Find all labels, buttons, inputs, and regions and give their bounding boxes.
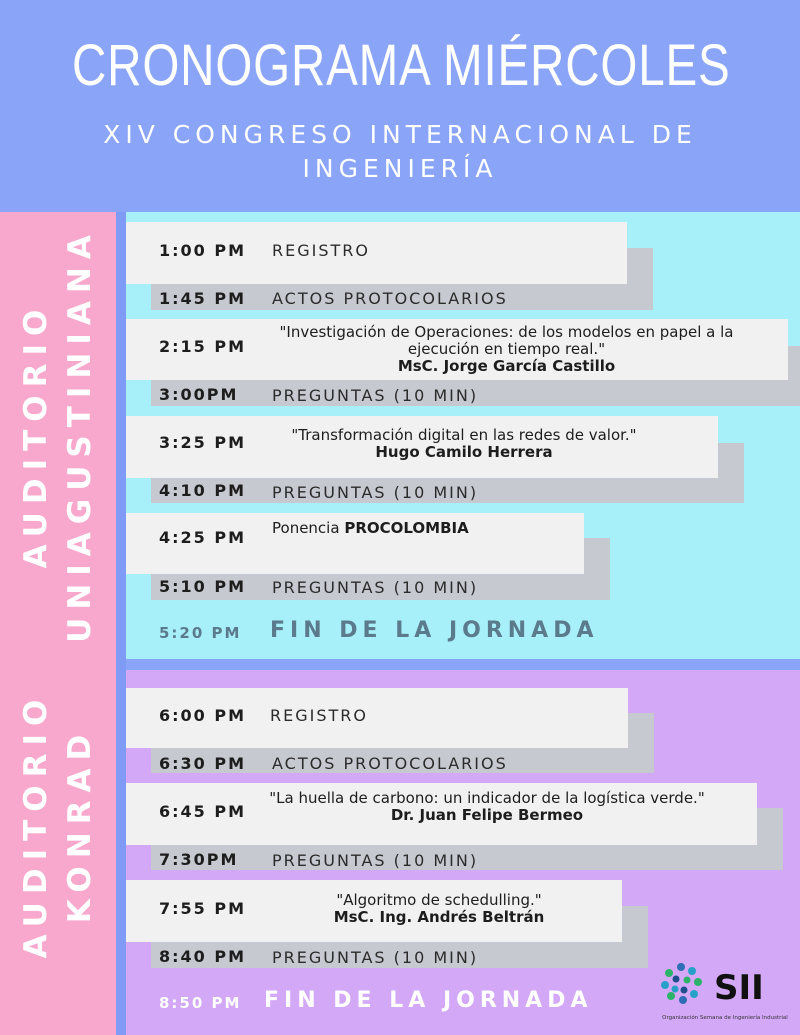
slot-activity: ACTOS PROTOCOLARIOS	[272, 754, 508, 773]
slot-activity: PREGUNTAS (10 MIN)	[272, 851, 479, 870]
slot-activity: REGISTRO	[272, 241, 370, 260]
osii-logo	[650, 955, 800, 1035]
talk-speaker: MsC. Jorge García Castillo	[397, 357, 616, 375]
talk-title: "Algoritmo de schedulling."	[336, 891, 542, 909]
talk-info	[256, 790, 718, 824]
slot-time: 6:45 PM	[159, 802, 247, 821]
end-of-day-label: FIN DE LA JORNADA	[270, 618, 599, 643]
page-subtitle: XIV CONGRESO INTERNACIONAL DE INGENIERÍA	[103, 120, 697, 183]
slot-time: 5:10 PM	[159, 577, 247, 596]
slot-time: 4:25 PM	[159, 528, 247, 547]
end-time: 5:20 PM	[159, 624, 242, 642]
slot-time: 1:45 PM	[159, 289, 247, 308]
header	[0, 0, 800, 212]
page-title: CRONOGRAMA MIÉRCOLES	[72, 33, 731, 98]
talk-info	[254, 427, 674, 461]
section-label-konrad	[14, 692, 102, 959]
slot-activity: REGISTRO	[270, 706, 368, 725]
slot-time: 6:00 PM	[159, 706, 247, 725]
slot-activity: PREGUNTAS (10 MIN)	[272, 578, 479, 597]
logo-text: SII	[714, 968, 764, 1008]
slot-time: 7:55 PM	[159, 899, 247, 918]
talk-title: "Transformación digital en las redes de valor."	[291, 426, 637, 444]
section-label-line2: UNIAGUSTINIANA	[62, 227, 98, 643]
band-divider-strip	[116, 212, 126, 1035]
talk-title: "Investigación de Operaciones: de los modelos en papel a la ejecución en tiempo real."	[279, 323, 734, 358]
slot-time: 8:40 PM	[159, 947, 247, 966]
slot-time: 3:00PM	[159, 385, 239, 404]
talk-info	[272, 520, 469, 537]
logo-mark-icon	[650, 955, 800, 1015]
slot-activity: PREGUNTAS (10 MIN)	[272, 948, 479, 967]
slot-activity: PREGUNTAS (10 MIN)	[272, 483, 479, 502]
slot-time: 6:30 PM	[159, 754, 247, 773]
slot-activity: ACTOS PROTOCOLARIOS	[272, 289, 508, 308]
talk-info	[254, 324, 759, 375]
talk-organization: PROCOLOMBIA	[344, 519, 469, 537]
section-label-line1: AUDITORIO	[18, 301, 54, 569]
logo-caption: Organización Semana de Ingeniería Industrial	[662, 1015, 788, 1021]
talk-title: "La huella de carbono: un indicador de la logística verde."	[269, 789, 705, 807]
slot-activity: PREGUNTAS (10 MIN)	[272, 386, 479, 405]
end-of-day-label: FIN DE LA JORNADA	[264, 988, 593, 1013]
section-label-line1: AUDITORIO	[18, 691, 54, 959]
slot-time: 1:00 PM	[159, 241, 247, 260]
section-label-uniagustiniana	[14, 227, 102, 643]
talk-info	[294, 892, 584, 926]
talk-prefix: Ponencia	[272, 519, 340, 537]
section-label-line2: KONRAD	[62, 726, 98, 924]
slot-time: 2:15 PM	[159, 337, 247, 356]
slot-time: 4:10 PM	[159, 481, 247, 500]
talk-speaker: Hugo Camilo Herrera	[375, 443, 553, 461]
slot-time: 7:30PM	[159, 850, 239, 869]
slot-time: 3:25 PM	[159, 433, 247, 452]
panel-separator	[126, 659, 800, 670]
end-time: 8:50 PM	[159, 994, 242, 1012]
talk-speaker: Dr. Juan Felipe Bermeo	[390, 806, 584, 824]
talk-speaker: MsC. Ing. Andrés Beltrán	[333, 908, 545, 926]
